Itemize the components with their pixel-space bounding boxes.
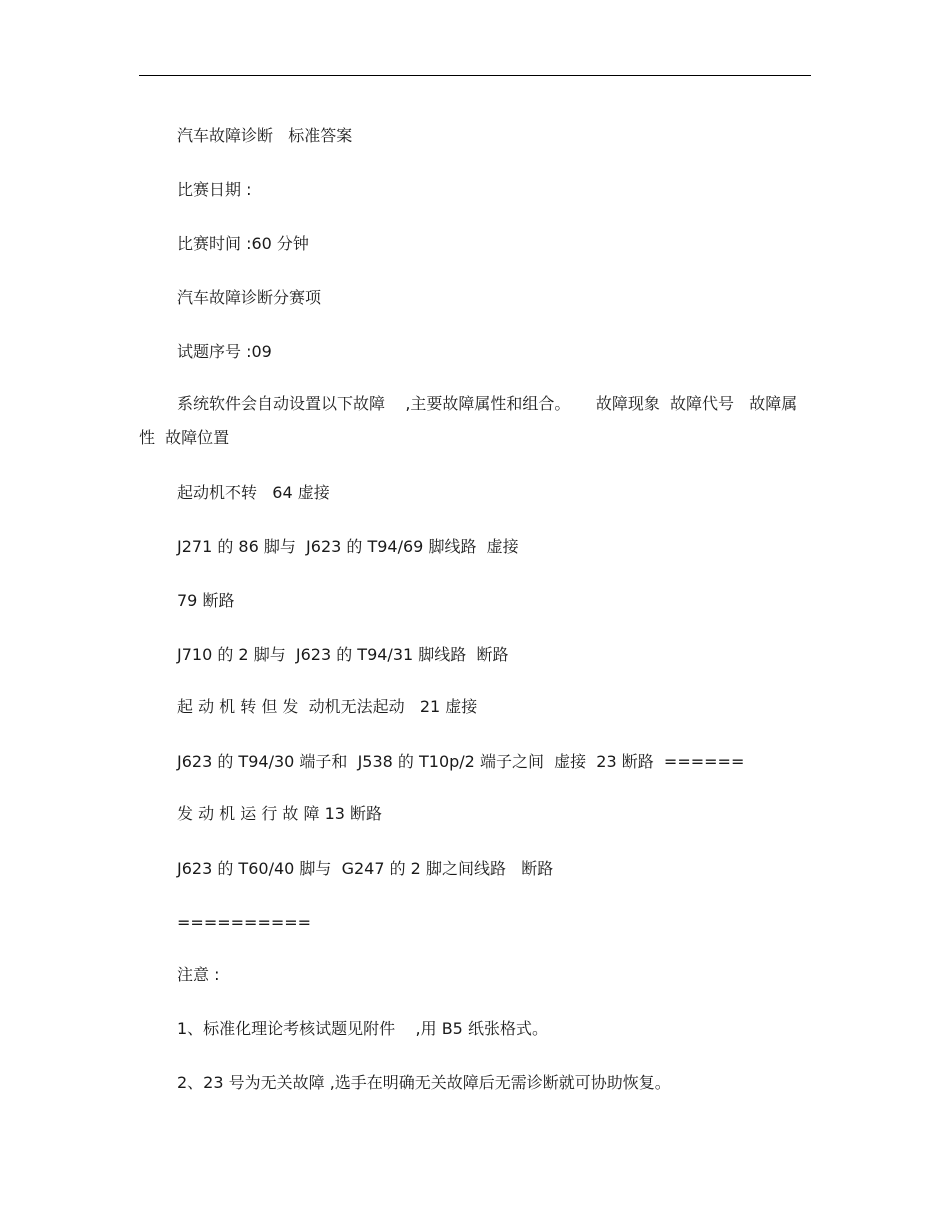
doc-title: 汽车故障诊断 标准答案: [177, 126, 353, 145]
fault-line: 79 断路: [177, 591, 235, 610]
competition-date: 比赛日期 :: [177, 180, 252, 199]
fault-line: J710 的 2 脚与 J623 的 T94/31 脚线路 断路: [177, 645, 509, 664]
fault-line: 起 动 机 转 但 发 动机无法起动 21 虚接: [177, 697, 478, 716]
fault-intro: 系统软件会自动设置以下故障 ,主要故障属性和组合。 故障现象 故障代号 故障属性 故障位置: [139, 394, 798, 447]
fault-line: J271 的 86 脚与 J623 的 T94/69 脚线路 虚接: [177, 537, 519, 556]
competition-time: 比赛时间 :60 分钟: [177, 234, 309, 253]
fault-line: 起动机不转 64 虚接: [177, 483, 330, 502]
fault-line: 发 动 机 运 行 故 障 13 断路: [177, 804, 383, 823]
note-item: 2、23 号为无关故障 ,选手在明确无关故障后无需诊断就可协助恢复。: [177, 1073, 671, 1092]
fault-line: J623 的 T60/40 脚与 G247 的 2 脚之间线路 断路: [177, 859, 554, 878]
competition-item: 汽车故障诊断分赛项: [177, 288, 322, 307]
notes-heading: 注意 :: [177, 965, 220, 984]
question-number: 试题序号 :09: [177, 342, 272, 361]
fault-line: J623 的 T94/30 端子和 J538 的 T10p/2 端子之间 虚接 23 断路 ======: [177, 752, 745, 771]
header-rule: [139, 75, 811, 76]
separator-text: ==========: [177, 913, 312, 932]
note-item: 1、标准化理论考核试题见附件 ,用 B5 纸张格式。: [177, 1019, 548, 1038]
